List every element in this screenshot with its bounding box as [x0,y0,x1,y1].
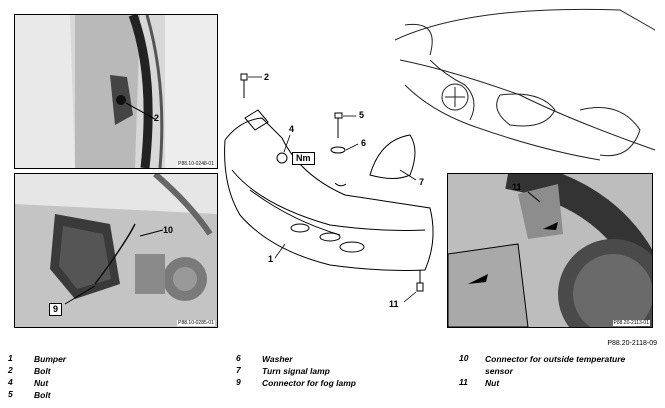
legend-item: 9 Connector for fog lamp [236,377,356,388]
callout-11-photo: 11 [512,182,522,192]
figure-code: P88.20-2118-09 [607,340,657,347]
callout-4: 4 [289,124,295,134]
legend-column-2 [236,353,436,389]
photo-code-top-left: P88.10-0248-01 [178,161,214,167]
leader-lines [248,77,416,302]
car-front-outline [395,9,655,160]
legend-item: 10 Connector for outside temperature sensor [459,353,626,376]
legend-item: 11 Nut [459,377,500,388]
callout-6: 6 [361,138,367,148]
legend-item: 2 Bolt [8,365,51,376]
callout-5: 5 [359,110,365,120]
legend-column-3 [459,353,659,389]
legend-column-1 [8,353,208,401]
photo-code-bottom-left: P88.10-0285-01 [178,320,214,326]
photo-code-bottom-right: P88.20-2113-01 [613,320,649,326]
callout-1: 1 [268,254,274,264]
legend-item: 7 Turn signal lamp [236,365,330,376]
callout-9: 9 [49,303,62,316]
callout-7: 7 [419,177,425,187]
legend-item: 4 Nut [8,377,49,388]
bumper-body [225,110,433,270]
legend-item: 5 Bolt [8,389,51,400]
callout-10: 10 [163,225,174,235]
callout-2-photo: 2 [154,113,160,123]
legend-item: 6 Washer [236,353,293,364]
legend-item: 1 Bumper [8,353,67,364]
callout-2: 2 [264,72,270,82]
callout-11-bumper: 11 [389,299,399,309]
torque-nm-label: Nm [292,152,315,165]
